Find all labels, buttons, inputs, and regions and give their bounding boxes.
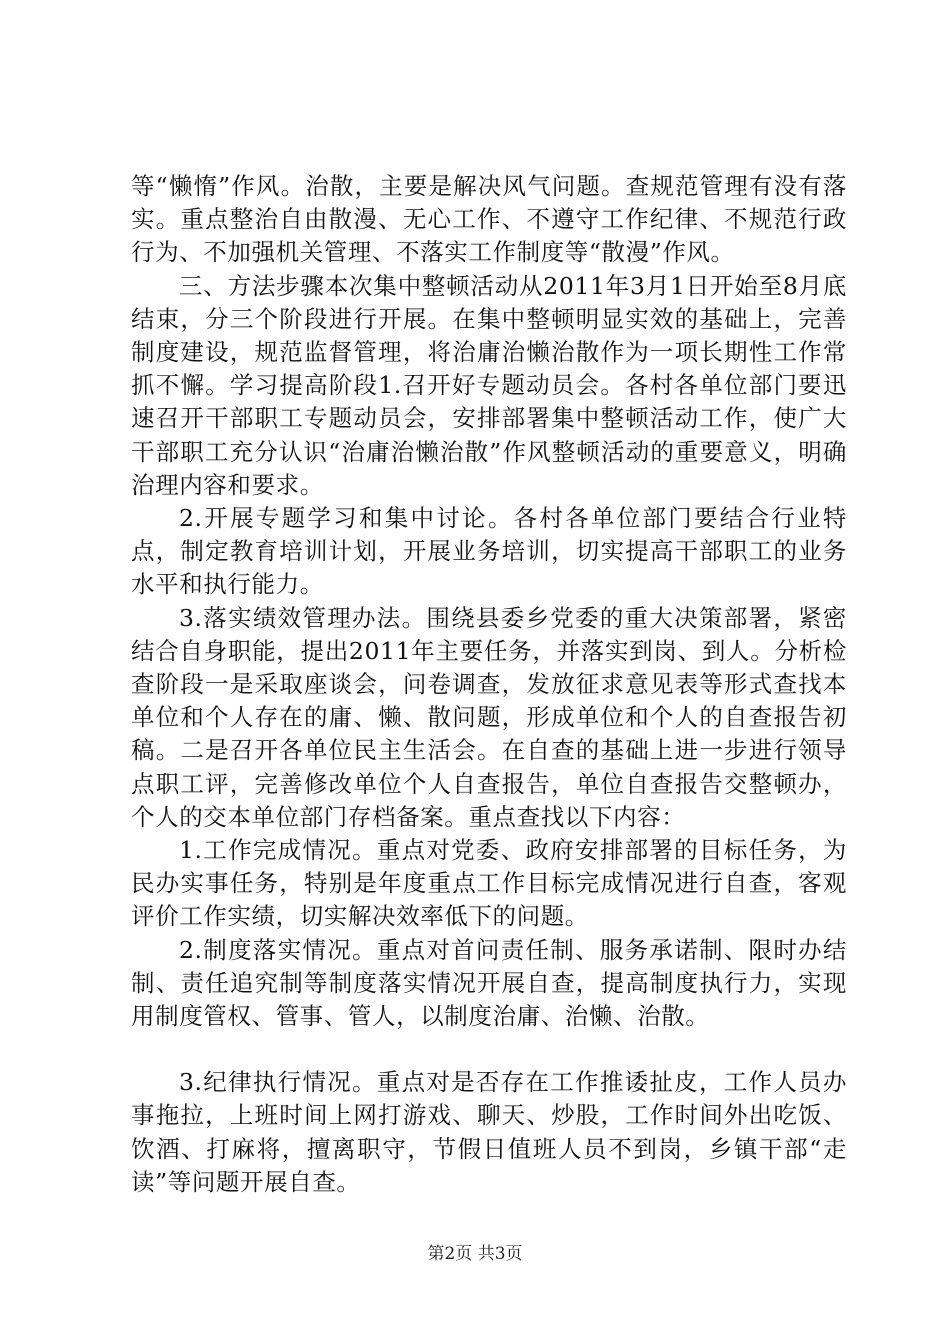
- paragraph-work-completion: 1.工作完成情况。重点对党委、政府安排部署的目标任务，为民办实事任务，特别是年度重点工作目标完成情况进行自查，客观评价工作实绩，切实解决效率低下的问题。: [131, 836, 847, 931]
- paragraph-method-steps: 三、方法步骤本次集中整顿活动从2011年3月1日开始至8月底结束，分三个阶段进行开展。在集中整顿明显实效的基础上，完善制度建设，规范监督管理，将治庸治懒治散作为一项长期性工作常抓不懈。学习提高阶段1.召开好专题动员会。各村各单位部门要迅速召开干部职工专题动员会，安排部署集中整顿活动工作，使广大干部职工充分认识“治庸治懒治散”作风整顿活动的重要意义，明确治理内容和要求。: [131, 271, 847, 499]
- paragraph-continuation: 等“懒惰”作风。治散，主要是解决风气问题。查规范管理有没有落实。重点整治自由散漫、无心工作、不遵守工作纪律、不规范行政行为、不加强机关管理、不落实工作制度等“散漫”作风。: [131, 172, 847, 267]
- paragraph-system-implementation: 2.制度落实情况。重点对首问责任制、服务承诺制、限时办结制、责任追究制等制度落实情况开展自查，提高制度执行力，实现用制度管权、管事、管人，以制度治庸、治懒、治散。: [131, 935, 847, 1031]
- page-number-footer: 第2页 共3页: [427, 1244, 523, 1264]
- paragraph-study-discussion: 2.开展专题学习和集中讨论。各村各单位部门要结合行业特点，制定教育培训计划，开展业务培训，切实提高干部职工的业务水平和执行能力。: [131, 504, 847, 599]
- paragraph-performance-management: 3.落实绩效管理办法。围绕县委乡党委的重大决策部署，紧密结合自身职能，提出2011年主要任务，并落实到岗、到人。分析检查阶段一是采取座谈会，问卷调查，发放征求意见表等形式查找本单位和个人存在的庸、懒、散问题，形成单位和个人的自查报告初稿。二是召开各单位民主生活会。在自查的基础上进一步进行领导点职工评，完善修改单位个人自查报告，单位自查报告交整顿办，个人的交本单位部门存档备案。重点查找以下内容：: [131, 603, 847, 831]
- document-body: [131, 170, 847, 1199]
- paragraph-discipline: 3.纪律执行情况。重点对是否存在工作推诿扯皮，工作人员办事拖拉，上班时间上网打游戏、聊天、炒股，工作时间外出吃饭、饮酒、打麻将，擅离职守，节假日值班人员不到岗，乡镇干部“走读”等问题开展自查。: [131, 1068, 847, 1196]
